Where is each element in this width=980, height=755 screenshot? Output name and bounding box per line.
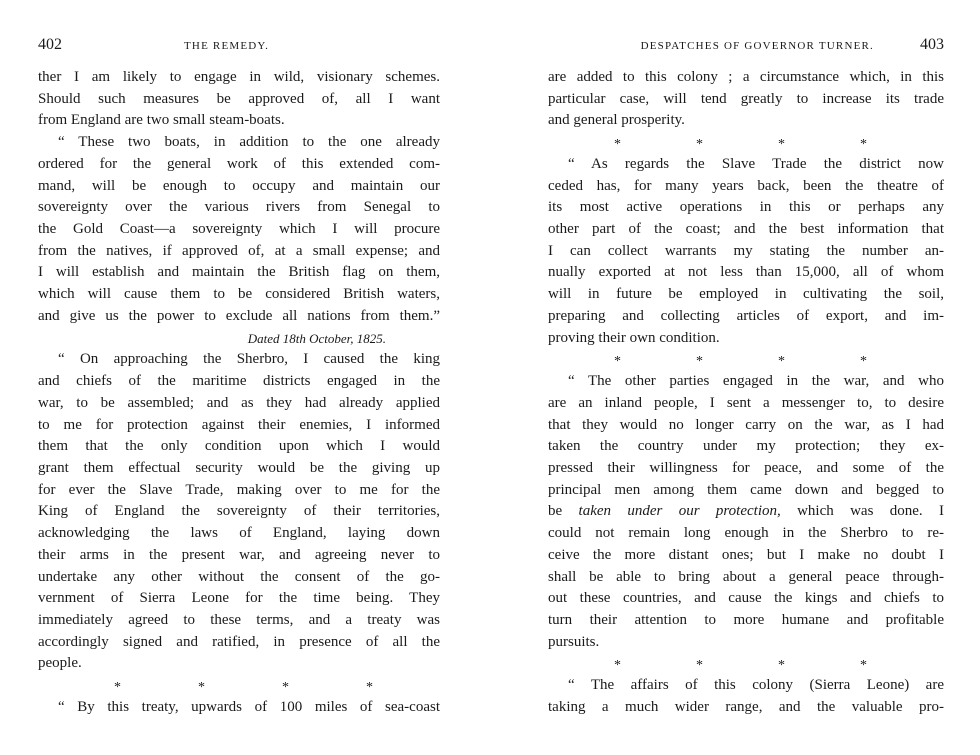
text-line: that they would no longer carry on the war, as I had (548, 416, 944, 433)
right-running-head (548, 36, 944, 56)
asterisk: * (860, 137, 867, 153)
text-line: which will cause them to be considered British waters, (38, 286, 440, 303)
text-line: undertake any other without the consent of the go- (38, 568, 440, 585)
italic-phrase: taken under our protection, (578, 503, 781, 520)
text-line: King of England the sovereignty of their territories, (38, 503, 440, 520)
left-text-block (38, 67, 440, 719)
text-line: and general prosperity. (548, 112, 685, 129)
text-line: pressed their willingness for peace, and some of the (548, 459, 944, 476)
text-line: shall be able to bring about a general peace through- (548, 568, 944, 585)
asterisk: * (860, 658, 867, 674)
text-line: are added to this colony ; a circumstance which, in this (548, 69, 944, 85)
text-line: their arms in the present war, and agreeing never to (38, 546, 440, 563)
section-break-asterisks (548, 653, 944, 675)
text-line: particular case, will tend greatly to increase its trade (548, 90, 944, 107)
text-line: could not remain long enough in the Sherbro to re- (548, 525, 944, 542)
text-line: will in future be employed in cultivating the soil, (548, 286, 944, 303)
text-segment: which was done. I (797, 503, 945, 520)
asterisk: * (614, 137, 621, 153)
text-line: mand, will be enough to occupy and maintain our (38, 177, 440, 194)
text-line: preparing and collecting articles of export, and im- (548, 307, 944, 324)
text-line: “ On approaching the Sherbro, I caused the king (58, 351, 440, 368)
text-line: proving their own condition. (548, 329, 720, 346)
section-break-asterisks (548, 132, 944, 154)
asterisk: * (614, 658, 621, 674)
text-line: are an inland people, I sent a messenger to, to desire (548, 394, 944, 411)
asterisk: * (198, 680, 205, 696)
text-line: “ By this treaty, upwards of 100 miles of sea-coast (58, 698, 440, 715)
left-page (38, 0, 440, 755)
text-line: vernment of Sierra Leone for the time being. They (38, 590, 440, 607)
text-line: other part of the coast; and the best information that (548, 221, 944, 238)
text-segment: be (548, 503, 563, 520)
text-line: principal men among them came down and begged to (548, 481, 944, 498)
asterisk: * (778, 658, 785, 674)
asterisk: * (778, 137, 785, 153)
text-line: pursuits. (548, 633, 600, 650)
asterisk: * (282, 680, 289, 696)
text-line: the Gold Coast—a sovereignty which I will procure (38, 221, 440, 238)
left-running-head (38, 36, 440, 56)
text-line: for ever the Slave Trade, making over to me for the (38, 481, 440, 498)
dateline: Dated 18th October, 1825. (247, 330, 386, 346)
asterisk: * (614, 354, 621, 370)
asterisk: * (366, 680, 373, 696)
text-line: “ As regards the Slave Trade the district now (568, 155, 944, 172)
text-line: turn their attention to more humane and profitable (548, 611, 944, 628)
text-line (548, 501, 944, 523)
text-line: and chiefs of the maritime districts engaged in the (38, 373, 440, 390)
right-text-block (548, 67, 944, 719)
asterisk: * (860, 354, 867, 370)
text-line: “ The affairs of this colony (Sierra Leone) are (568, 677, 944, 694)
running-title: THE REMEDY. (184, 40, 270, 52)
asterisk: * (778, 354, 785, 370)
text-line: to me for protection against their enemies, I informed (38, 416, 440, 433)
asterisk: * (114, 680, 121, 696)
running-title: DESPATCHES OF GOVERNOR TURNER. (640, 40, 874, 52)
section-break-asterisks (548, 349, 944, 371)
text-line: taking a much wider range, and the valuable pro- (548, 698, 944, 715)
page-number: 402 (38, 36, 62, 53)
section-break-asterisks (38, 675, 440, 697)
asterisk: * (696, 137, 703, 153)
right-page (548, 0, 944, 755)
text-line: from England are two small steam-boats. (38, 112, 285, 129)
text-line: grant them effectual security would be the giving up (38, 459, 440, 476)
asterisk: * (696, 658, 703, 674)
text-line: its most active operations in this or perhaps any (548, 199, 944, 216)
text-line: war, to be assembled; and as they had already applied (38, 394, 440, 411)
text-line: acknowledging the laws of England, laying down (38, 525, 440, 542)
text-line: taken the country under my protection; they ex- (548, 438, 944, 455)
text-line: sovereignty over the various rivers from Senegal to (38, 199, 440, 216)
text-line: accordingly signed and ratified, in presence of all the (38, 633, 440, 650)
text-line: “ The other parties engaged in the war, and who (568, 373, 944, 390)
text-line: ther I am likely to engage in wild, visionary schemes. (38, 69, 440, 85)
text-line: “ These two boats, in addition to the one already (58, 134, 440, 151)
text-line: from the natives, if approved of, at a small expense; and (38, 242, 440, 259)
text-line: ordered for the general work of this extended com- (38, 155, 440, 172)
text-line: ceive the more distant ones; but I make no doubt I (548, 546, 944, 563)
page-number: 403 (920, 36, 944, 53)
text-line: Should such measures be approved of, all I want (38, 90, 440, 107)
text-line: out these countries, and cause the kings and chiefs to (548, 590, 944, 607)
text-line: immediately agreed to these terms, and a treaty was (38, 611, 440, 628)
text-line: I will establish and maintain the British flag on them, (38, 264, 440, 281)
text-line: them that the only condition upon which I would (38, 438, 440, 455)
text-line: nually exported at not less than 15,000, all of whom (548, 264, 944, 281)
asterisk: * (696, 354, 703, 370)
text-line: and give us the power to exclude all nations from them.” (38, 307, 440, 324)
text-line: ceded has, for many years back, been the theatre of (548, 177, 944, 194)
text-line: I can collect warrants my stating the number an- (548, 242, 944, 259)
text-line: people. (38, 655, 82, 672)
